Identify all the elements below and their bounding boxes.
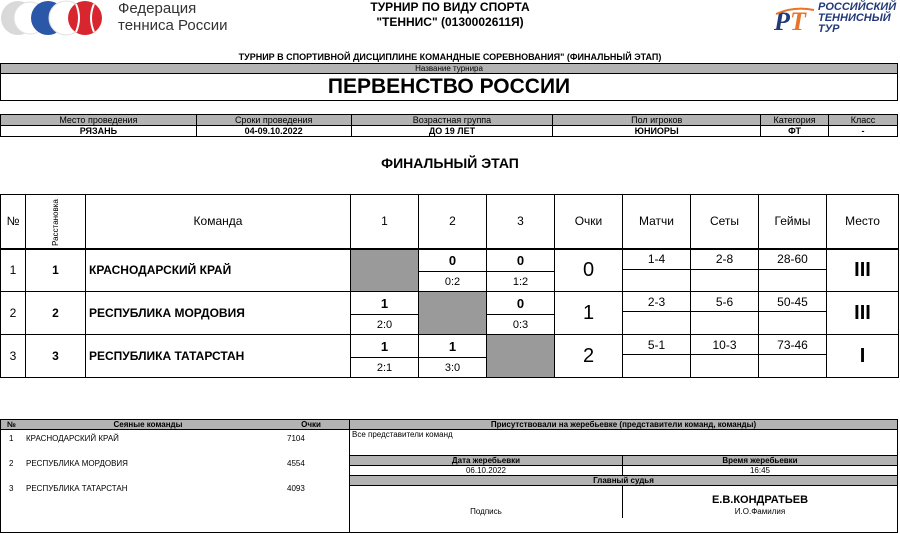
row-place: I [827,335,899,378]
row-no: 2 [1,292,26,335]
seeded-header [1,420,349,430]
discipline-title: ТУРНИР В СПОРТИВНОЙ ДИСЦИПЛИНЕ КОМАНДНЫЕ СОРЕВНОВАНИЯ" (ФИНАЛЬНЫЙ ЭТАП) [238,52,662,62]
header-seed: Расстановка [26,195,86,249]
info-caption-dates: Сроки проведения [196,115,351,126]
row-self-cell [351,249,419,292]
info-caption-class: Класс [829,115,898,126]
rtt-name: РОССИЙСКИЙ ТЕННИСНЫЙ ТУР [818,1,897,35]
federation-name: Федерация тенниса России [118,0,228,34]
svg-text:T: T [790,7,806,36]
header-no: № [1,195,26,249]
seeded-no: 2 [9,459,14,468]
draw-present: Все представители команд [350,430,897,456]
tournament-name-caption: Название турнира [1,64,897,74]
row-sets: 2-8 [691,249,759,292]
seeded-team: РЕСПУБЛИКА ТАТАРСТАН [26,484,128,493]
info-caption-venue: Место проведения [1,115,197,126]
row-result-1: 1 2:0 [351,292,419,335]
seeded-header-no: № [7,420,16,429]
header-sets: Сеты [691,195,759,249]
info-caption-age: Возрастная группа [351,115,553,126]
info-category: ФТ [761,126,829,137]
seeded-header-team: Сеяные команды [113,420,183,429]
header-col-1: 1 [351,195,419,249]
results-table [0,194,899,378]
tournament-name: ПЕРВЕНСТВО РОССИИ [327,75,571,98]
table-row [1,249,899,292]
info-caption-category: Категория [761,115,829,126]
row-matches: 1-4 [623,249,691,292]
row-no: 1 [1,249,26,292]
judge-caption-row [350,476,897,486]
row-team: РЕСПУБЛИКА МОРДОВИЯ [86,292,351,335]
list-item [1,459,349,469]
row-seed: 1 [26,249,86,292]
seeded-team: КРАСНОДАРСКИЙ КРАЙ [26,434,119,443]
header-games: Геймы [759,195,827,249]
seeded-team: РЕСПУБЛИКА МОРДОВИЯ [26,459,128,468]
page-header [0,0,900,48]
table-row [1,335,899,378]
row-games: 73-46 [759,335,827,378]
row-matches: 5-1 [623,335,691,378]
judge-name-caption: И.О.Фамилия [734,507,786,516]
header-place: Место [827,195,899,249]
draw-info [350,419,898,533]
seeded-points: 7104 [287,434,305,443]
row-sets: 10-3 [691,335,759,378]
draw-time: 16:45 [623,466,897,476]
judge-signature-row [350,486,897,518]
header-col-3: 3 [487,195,555,249]
row-place: III [827,292,899,335]
row-self-cell [419,292,487,335]
draw-present-caption: Присутствовали на жеребьевке (представители команд, команды) [350,420,897,430]
draw-date: 06.10.2022 [350,466,623,476]
signature-caption: Подпись [470,507,502,516]
row-self-cell [487,335,555,378]
info-dates: 04-09.10.2022 [196,126,351,137]
draw-time-caption: Время жеребьевки [623,456,897,466]
stage-title: ФИНАЛЬНЫЙ ЭТАП [381,155,519,171]
header-team: Команда [86,195,351,249]
judge-name-cell [623,486,897,518]
seeded-no: 3 [9,484,14,493]
row-no: 3 [1,335,26,378]
judge-name: Е.В.КОНДРАТЬЕВ [711,494,809,506]
header-matches: Матчи [623,195,691,249]
row-points: 0 [555,249,623,292]
tournament-info-table [0,114,898,137]
info-class: - [829,126,898,137]
seeded-points: 4093 [287,484,305,493]
row-seed: 3 [26,335,86,378]
row-team: КРАСНОДАРСКИЙ КРАЙ [86,249,351,292]
row-sets: 5-6 [691,292,759,335]
info-gender: ЮНИОРЫ [553,126,761,137]
row-games: 50-45 [759,292,827,335]
list-item [1,434,349,444]
row-matches: 2-3 [623,292,691,335]
draw-date-time-captions [350,456,897,466]
row-result-3: 0 0:3 [487,292,555,335]
seeded-points: 4554 [287,459,305,468]
seeded-no: 1 [9,434,14,443]
federation-logo-icon [0,0,110,36]
signature-cell [350,486,623,518]
row-seed: 2 [26,292,86,335]
results-header-row [1,195,899,249]
draw-date-time-values [350,466,897,476]
seeded-teams-table [0,419,350,533]
seeded-header-points: Очки [301,420,321,429]
header-col-2: 2 [419,195,487,249]
row-games: 28-60 [759,249,827,292]
tournament-name-box [0,63,898,101]
row-result-1: 1 2:1 [351,335,419,378]
row-result-3: 0 1:2 [487,249,555,292]
row-result-2: 1 3:0 [419,335,487,378]
header-points: Очки [555,195,623,249]
row-result-2: 0 0:2 [419,249,487,292]
row-points: 1 [555,292,623,335]
row-team: РЕСПУБЛИКА ТАТАРСТАН [86,335,351,378]
rtt-logo-icon [772,2,816,36]
svg-text:P: P [774,7,790,36]
judge-caption: Главный судья [350,476,897,486]
table-row [1,292,899,335]
tournament-type: ТУРНИР ПО ВИДУ СПОРТА "ТЕННИС" (0130002611Я) [370,0,530,29]
info-venue: РЯЗАНЬ [1,126,197,137]
info-caption-gender: Пол игроков [553,115,761,126]
row-place: III [827,249,899,292]
draw-date-caption: Дата жеребьевки [350,456,623,466]
info-age: ДО 19 ЛЕТ [351,126,553,137]
list-item [1,484,349,494]
row-points: 2 [555,335,623,378]
